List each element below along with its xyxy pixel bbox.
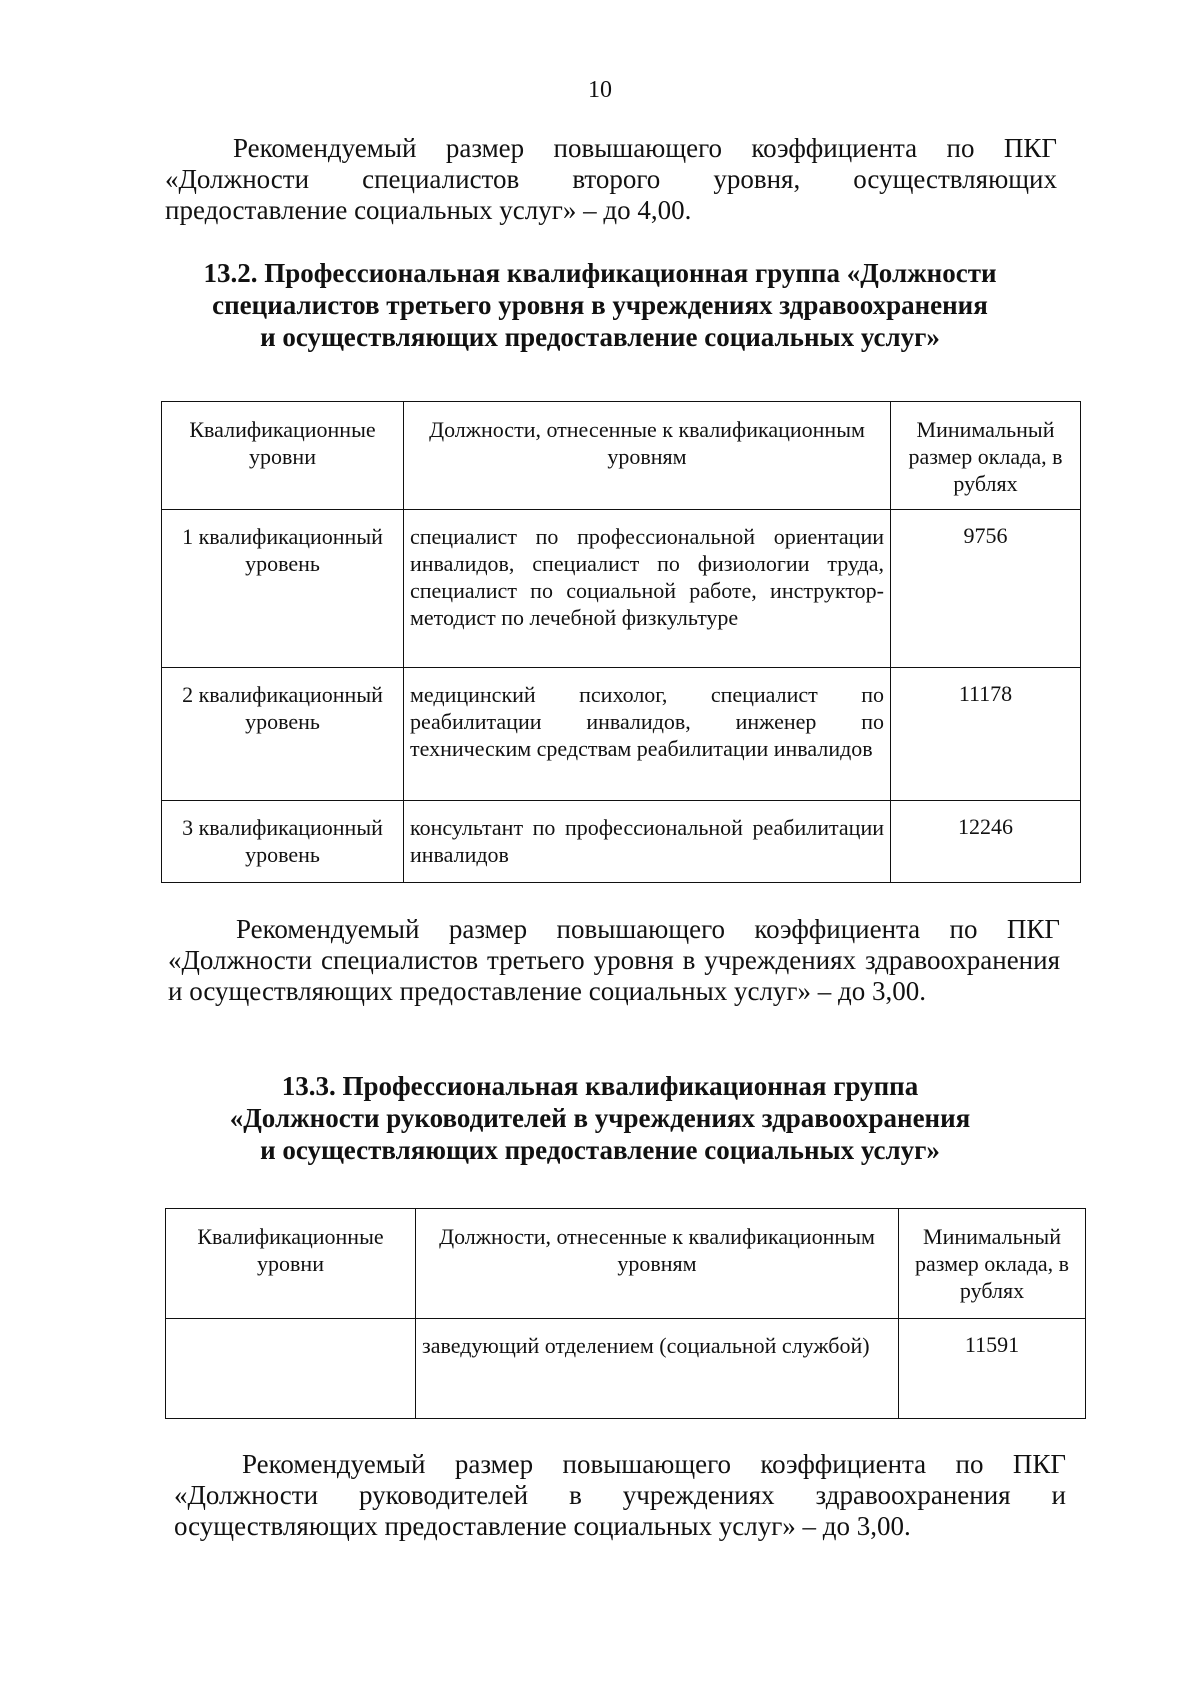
- table-header-row: [166, 1209, 1086, 1319]
- level-cell: 2 квалификационный уровень: [162, 668, 404, 801]
- paragraph-text: Рекомендуемый размер повышающего коэффициента по ПКГ «Должности руководителей в учреждениях здравоохранения и осуществляющих предоставление социальных услуг» – до 3,00.: [174, 1449, 1066, 1541]
- salary-cell: 9756: [891, 510, 1081, 668]
- level-cell: [166, 1319, 416, 1419]
- positions-cell: специалист по профессиональной ориентации инвалидов, специалист по физиологии труда, специалист по социальной работе, инструктор-методист по лечебной физкультуре: [404, 510, 891, 668]
- qualification-table-13-2: [161, 401, 1081, 883]
- coefficient-paragraph-3: [174, 1449, 1066, 1542]
- header-cell: Квалификационные уровни: [162, 402, 404, 510]
- qualification-table-13-3: [165, 1208, 1086, 1419]
- section-13-2-heading: [120, 257, 1080, 353]
- paragraph-text: Рекомендуемый размер повышающего коэффициента по ПКГ «Должности специалистов второго уровня, осуществляющих предоставление социальных услуг» – до 4,00.: [165, 133, 1057, 225]
- header-cell: Минимальный размер оклада, в рублях: [899, 1209, 1086, 1319]
- heading-line: специалистов третьего уровня в учреждениях здравоохранения: [212, 290, 988, 320]
- heading-line: «Должности руководителей в учреждениях здравоохранения: [229, 1103, 971, 1133]
- table-row: [162, 668, 1081, 801]
- positions-cell: консультант по профессиональной реабилитации инвалидов: [404, 801, 891, 883]
- header-cell: Минимальный размер оклада, в рублях: [891, 402, 1081, 510]
- header-cell: Должности, отнесенные к квалификационным уровням: [416, 1209, 899, 1319]
- salary-cell: 11178: [891, 668, 1081, 801]
- heading-line: 13.2. Профессиональная квалификационная группа «Должности: [203, 258, 997, 288]
- coefficient-paragraph-2: [168, 914, 1060, 1007]
- table-row: [162, 510, 1081, 668]
- level-cell: 3 квалификационный уровень: [162, 801, 404, 883]
- table-header-row: [162, 402, 1081, 510]
- header-cell: Должности, отнесенные к квалификационным уровням: [404, 402, 891, 510]
- positions-cell: медицинский психолог, специалист по реабилитации инвалидов, инженер по техническим средствам реабилитации инвалидов: [404, 668, 891, 801]
- coefficient-paragraph-1: [165, 133, 1057, 226]
- paragraph-text: Рекомендуемый размер повышающего коэффициента по ПКГ «Должности специалистов третьего уровня в учреждениях здравоохранения и осуществляющих предоставление социальных услуг» – до 3,00.: [168, 914, 1060, 1006]
- section-13-3-heading: [120, 1070, 1080, 1166]
- salary-cell: 12246: [891, 801, 1081, 883]
- level-cell: 1 квалификационный уровень: [162, 510, 404, 668]
- table-row: [166, 1319, 1086, 1419]
- positions-cell: заведующий отделением (социальной службой): [416, 1319, 899, 1419]
- table-row: [162, 801, 1081, 883]
- salary-cell: 11591: [899, 1319, 1086, 1419]
- heading-line: и осуществляющих предоставление социальных услуг»: [260, 1135, 940, 1165]
- heading-line: 13.3. Профессиональная квалификационная группа: [281, 1071, 919, 1101]
- heading-line: и осуществляющих предоставление социальных услуг»: [260, 322, 940, 352]
- page-number: 10: [588, 77, 612, 103]
- header-cell: Квалификационные уровни: [166, 1209, 416, 1319]
